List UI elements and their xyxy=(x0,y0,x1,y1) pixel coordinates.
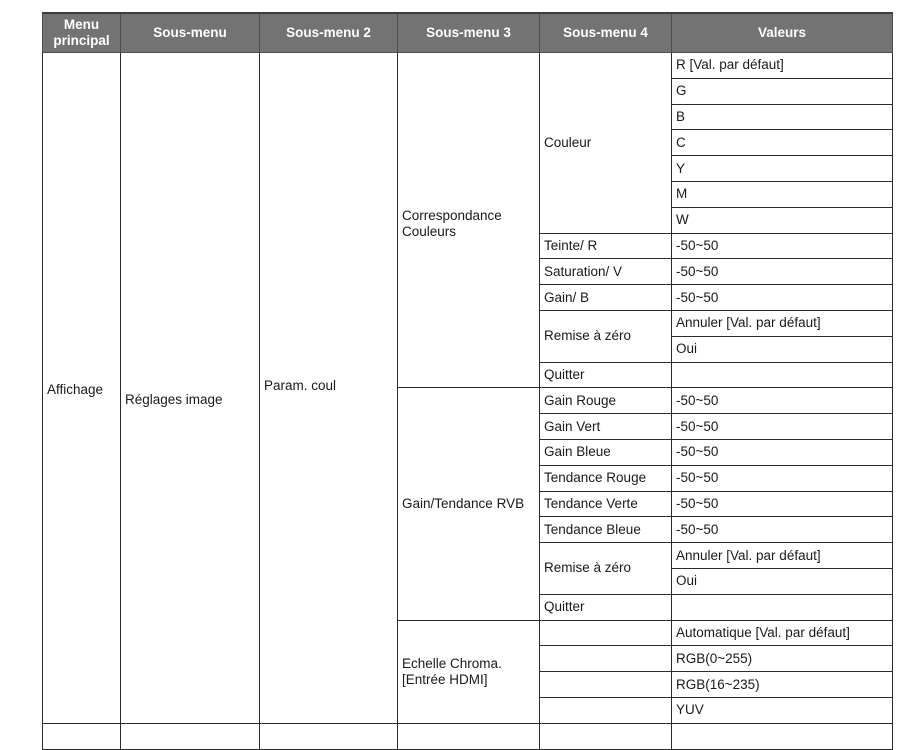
value-cell: Oui xyxy=(672,336,893,362)
value-cell: B xyxy=(672,104,893,130)
cell-quitter-rvb: Quitter xyxy=(540,594,672,620)
table-row xyxy=(43,723,893,749)
value-cell: Annuler [Val. par défaut] xyxy=(672,543,893,569)
cell-tendance-bleue: Tendance Bleue xyxy=(540,517,672,543)
cell-menu-principal: Affichage xyxy=(43,53,121,724)
value-cell: Y xyxy=(672,156,893,182)
empty-cell xyxy=(540,620,672,646)
cell-gain-bleue: Gain Bleue xyxy=(540,439,672,465)
cell-couleur: Couleur xyxy=(540,53,672,234)
cell-saturation: Saturation/ V xyxy=(540,259,672,285)
value-cell: RGB(16~235) xyxy=(672,672,893,698)
value-cell: RGB(0~255) xyxy=(672,646,893,672)
empty-cell xyxy=(672,723,893,749)
value-cell: -50~50 xyxy=(672,491,893,517)
value-cell: G xyxy=(672,78,893,104)
cell-sous-menu: Réglages image xyxy=(121,53,260,724)
value-cell: -50~50 xyxy=(672,285,893,311)
empty-cell xyxy=(540,723,672,749)
header-sous-menu: Sous-menu xyxy=(121,13,260,53)
value-cell: C xyxy=(672,130,893,156)
value-cell xyxy=(672,362,893,388)
cell-gain-rouge: Gain Rouge xyxy=(540,388,672,414)
empty-cell xyxy=(260,723,398,749)
empty-cell xyxy=(398,723,540,749)
cell-remise-a-zero-rvb: Remise à zéro xyxy=(540,543,672,595)
cell-tendance-verte: Tendance Verte xyxy=(540,491,672,517)
cell-gain: Gain/ B xyxy=(540,285,672,311)
header-valeurs: Valeurs xyxy=(672,13,893,53)
cell-remise-a-zero: Remise à zéro xyxy=(540,310,672,362)
value-cell: M xyxy=(672,181,893,207)
value-cell: Automatique [Val. par défaut] xyxy=(672,620,893,646)
cell-sous-menu-2: Param. coul xyxy=(260,53,398,724)
value-cell: Annuler [Val. par défaut] xyxy=(672,310,893,336)
value-cell: -50~50 xyxy=(672,259,893,285)
header-row xyxy=(43,13,893,53)
empty-cell xyxy=(43,723,121,749)
value-cell: -50~50 xyxy=(672,414,893,440)
value-cell: R [Val. par défaut] xyxy=(672,53,893,79)
header-sous-menu-4: Sous-menu 4 xyxy=(540,13,672,53)
value-cell: W xyxy=(672,207,893,233)
value-cell: -50~50 xyxy=(672,517,893,543)
value-cell: -50~50 xyxy=(672,439,893,465)
cell-gain-vert: Gain Vert xyxy=(540,414,672,440)
header-menu-principal: Menu principal xyxy=(43,13,121,53)
menu-table xyxy=(42,12,893,750)
cell-echelle-chroma: Echelle Chroma. [Entrée HDMI] xyxy=(398,620,540,723)
cell-correspondance: Correspondance Couleurs xyxy=(398,53,540,388)
header-sous-menu-3: Sous-menu 3 xyxy=(398,13,540,53)
cell-quitter: Quitter xyxy=(540,362,672,388)
cell-tendance-rouge: Tendance Rouge xyxy=(540,465,672,491)
empty-cell xyxy=(540,646,672,672)
empty-cell xyxy=(540,697,672,723)
value-cell: Oui xyxy=(672,568,893,594)
table-row xyxy=(43,53,893,79)
cell-teinte: Teinte/ R xyxy=(540,233,672,259)
value-cell: -50~50 xyxy=(672,388,893,414)
empty-cell xyxy=(121,723,260,749)
header-sous-menu-2: Sous-menu 2 xyxy=(260,13,398,53)
value-cell xyxy=(672,594,893,620)
value-cell: YUV xyxy=(672,697,893,723)
empty-cell xyxy=(540,672,672,698)
cell-gain-tendance-rvb: Gain/Tendance RVB xyxy=(398,388,540,620)
value-cell: -50~50 xyxy=(672,233,893,259)
value-cell: -50~50 xyxy=(672,465,893,491)
